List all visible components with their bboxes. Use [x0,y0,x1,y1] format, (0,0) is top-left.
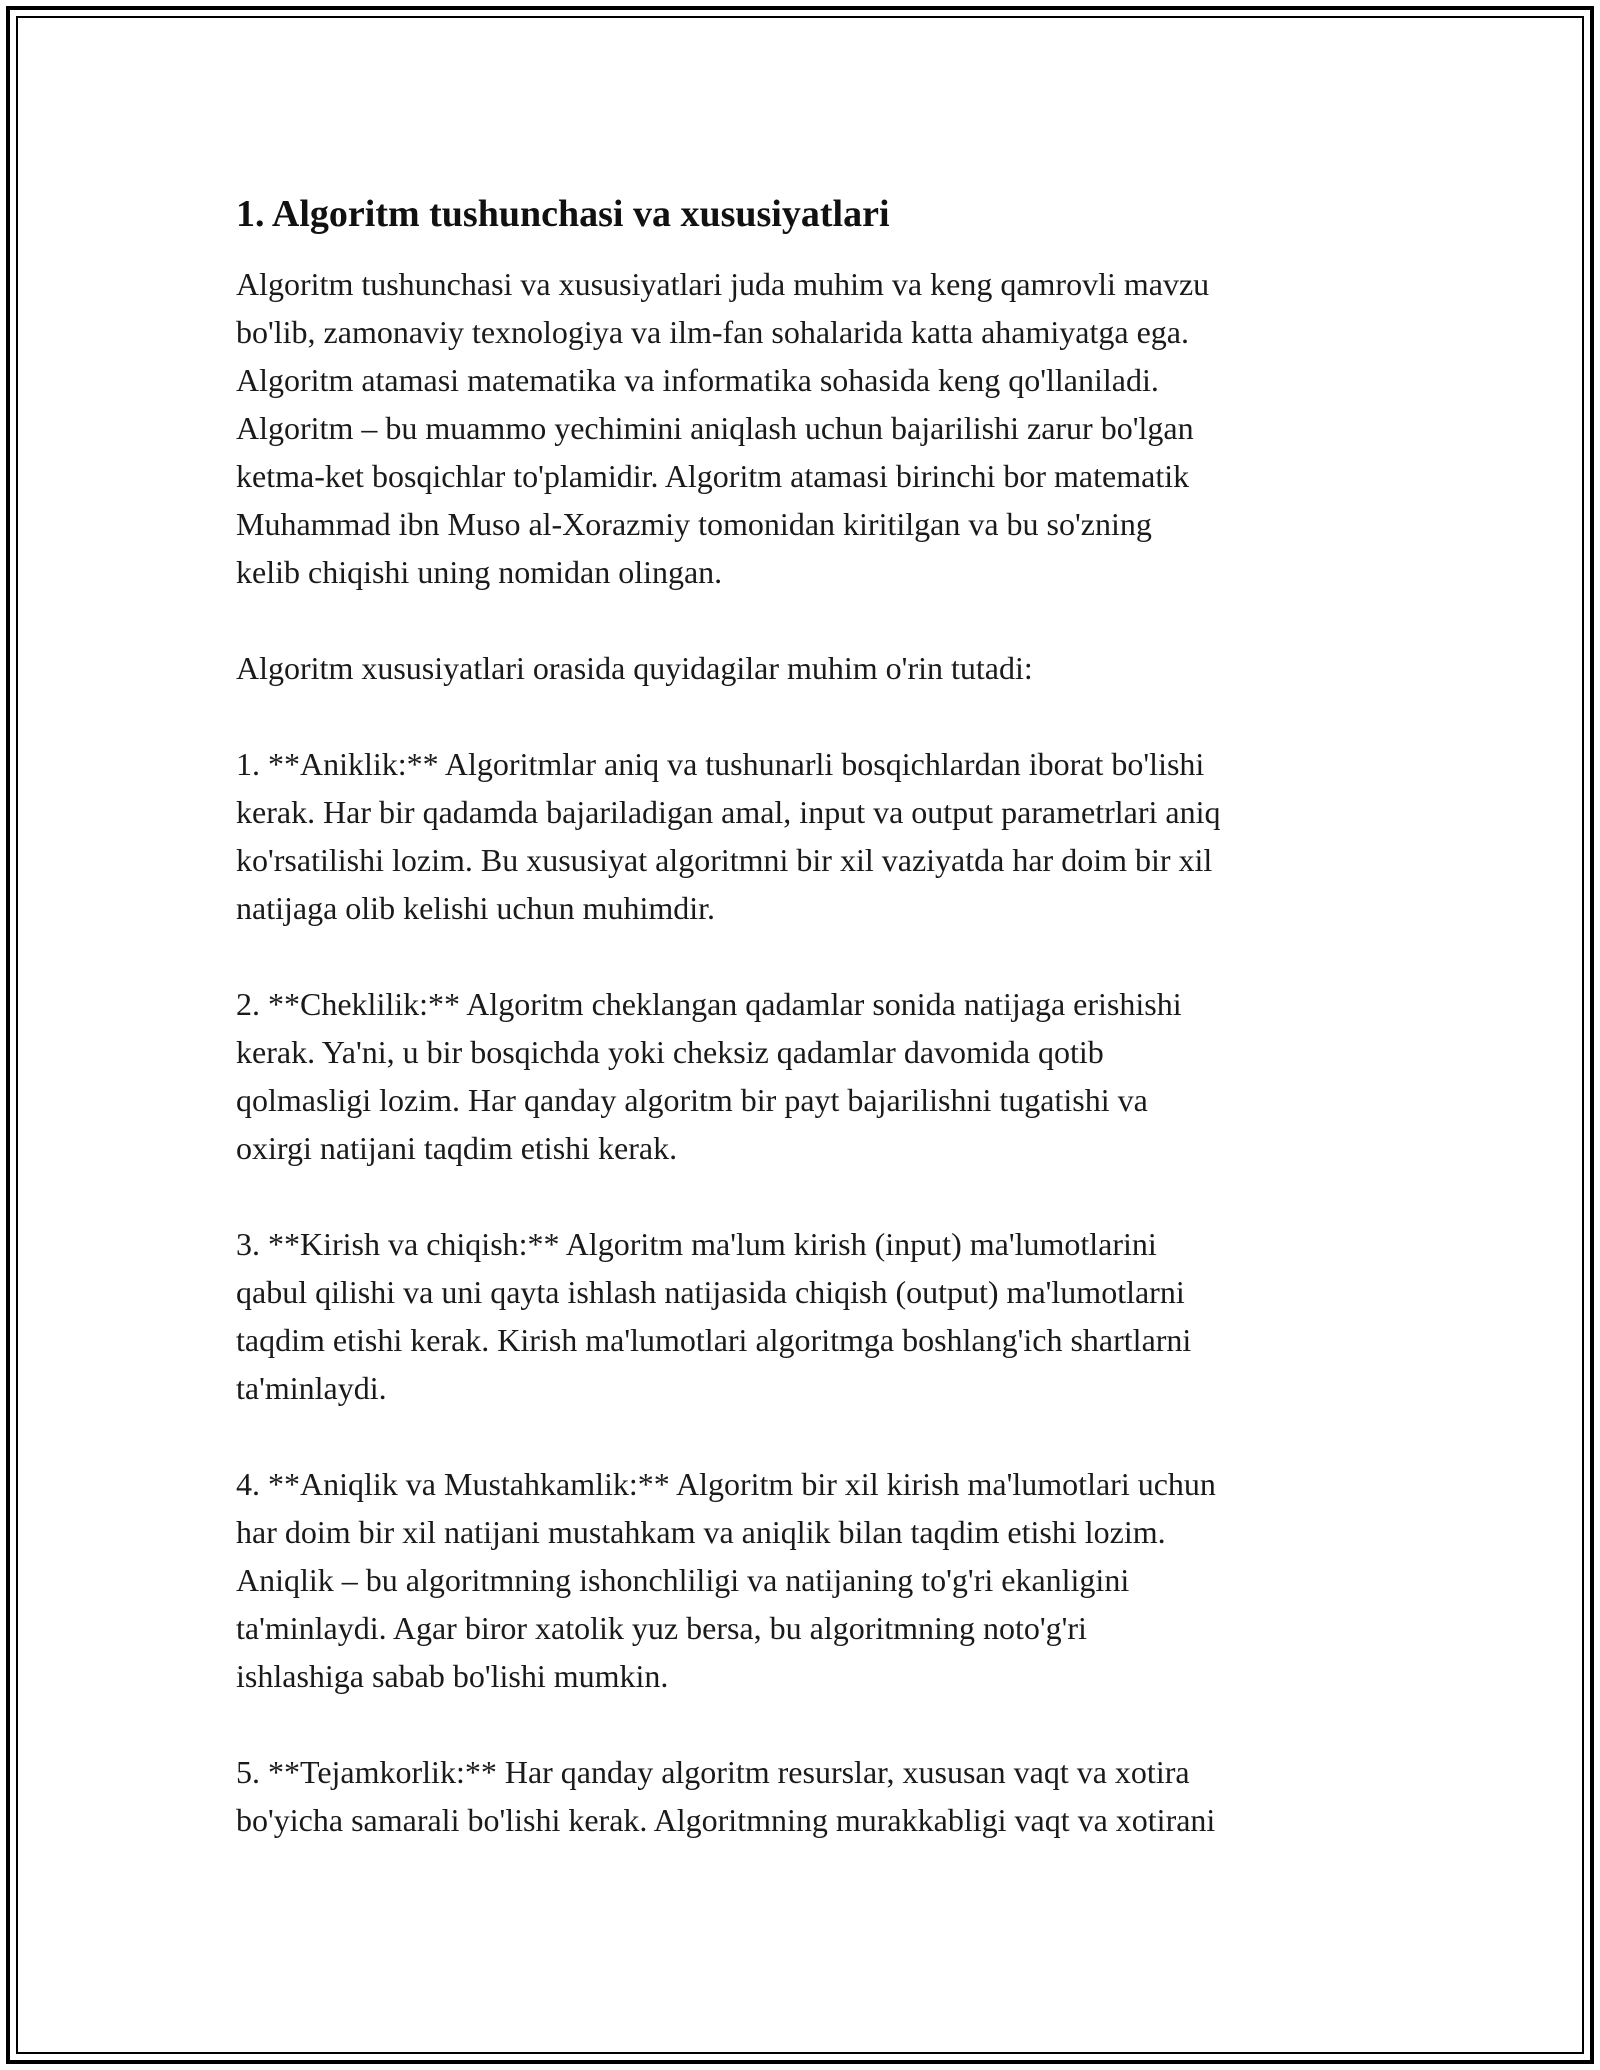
paragraph-gap [236,1412,1386,1460]
list-item-cheklilik [236,980,1386,1172]
text-line: ta'minlaydi. [236,1370,387,1406]
text-line: oxirgi natijani taqdim etishi kerak. [236,1130,678,1166]
text-line: Algoritm tushunchasi va xususiyatlari juda muhim va keng qamrovli mavzu [236,266,1210,302]
text-line: 2. **Cheklilik:** Algoritm cheklangan qadamlar sonida natijaga erishishi [236,986,1182,1022]
text-line: ishlashiga sabab bo'lishi mumkin. [236,1658,669,1694]
text-line: har doim bir xil natijani mustahkam va aniqlik bilan taqdim etishi lozim. [236,1514,1166,1550]
text-line: ketma-ket bosqichlar to'plamidir. Algoritm atamasi birinchi bor matematik [236,458,1190,494]
text-line: kelib chiqishi uning nomidan olingan. [236,554,723,590]
document-title: 1. Algoritm tushunchasi va xususiyatlari [236,193,890,235]
intro-paragraph [236,260,1386,596]
text-line: bo'yicha samarali bo'lishi kerak. Algoritmning murakkabligi vaqt va xotirani [236,1802,1216,1838]
text-line: Algoritm atamasi matematika va informatika sohasida keng qo'llaniladi. [236,362,1159,398]
list-item-aniklik [236,740,1386,932]
text-line: Algoritm – bu muammo yechimini aniqlash uchun bajarilishi zarur bo'lgan [236,410,1194,446]
text-line: kerak. Har bir qadamda bajariladigan amal, input va output parametrlari aniq [236,794,1221,830]
text-line: qabul qilishi va uni qayta ishlash natijasida chiqish (output) ma'lumotlarni [236,1274,1185,1310]
text-line: ko'rsatilishi lozim. Bu xususiyat algoritmni bir xil vaziyatda har doim bir xil [236,842,1213,878]
text-line: qolmasligi lozim. Har qanday algoritm bir payt bajarilishni tugatishi va [236,1082,1148,1118]
text-line: ta'minlaydi. Agar biror xatolik yuz bersa, bu algoritmning noto'g'ri [236,1610,1087,1646]
text-line: taqdim etishi kerak. Kirish ma'lumotlari algoritmga boshlang'ich shartlarni [236,1322,1192,1358]
list-item-tejamkorlik [236,1748,1386,1844]
list-item-kirish-chiqish [236,1220,1386,1412]
paragraph-gap [236,932,1386,980]
text-line: bo'lib, zamonaviy texnologiya va ilm-fan sohalarida katta ahamiyatga ega. [236,314,1189,350]
text-line: Aniqlik – bu algoritmning ishonchliligi va natijaning to'g'ri ekanligini [236,1562,1130,1598]
text-line: Muhammad ibn Muso al-Xorazmiy tomonidan kiritilgan va bu so'zning [236,506,1152,542]
text-line: 5. **Tejamkorlik:** Har qanday algoritm resurslar, xususan vaqt va xotira [236,1754,1190,1790]
text-line: natijaga olib kelishi uchun muhimdir. [236,890,716,926]
paragraph-gap [236,1700,1386,1748]
text-line: 1. **Aniklik:** Algoritmlar aniq va tushunarli bosqichlardan iborat bo'lishi [236,746,1205,782]
text-line: 3. **Kirish va chiqish:** Algoritm ma'lum kirish (input) ma'lumotlarini [236,1226,1157,1262]
paragraph-gap [236,596,1386,644]
lead-paragraph: Algoritm xususiyatlari orasida quyidagilar muhim o'rin tutadi: [236,650,1033,686]
paragraph-gap [236,1172,1386,1220]
list-item-aniqlik-mustahkamlik [236,1460,1386,1700]
text-line: 4. **Aniqlik va Mustahkamlik:** Algoritm bir xil kirish ma'lumotlari uchun [236,1466,1216,1502]
text-line: kerak. Ya'ni, u bir bosqichda yoki cheksiz qadamlar davomida qotib [236,1034,1104,1070]
document-body [236,188,1386,1844]
paragraph-gap [236,692,1386,740]
